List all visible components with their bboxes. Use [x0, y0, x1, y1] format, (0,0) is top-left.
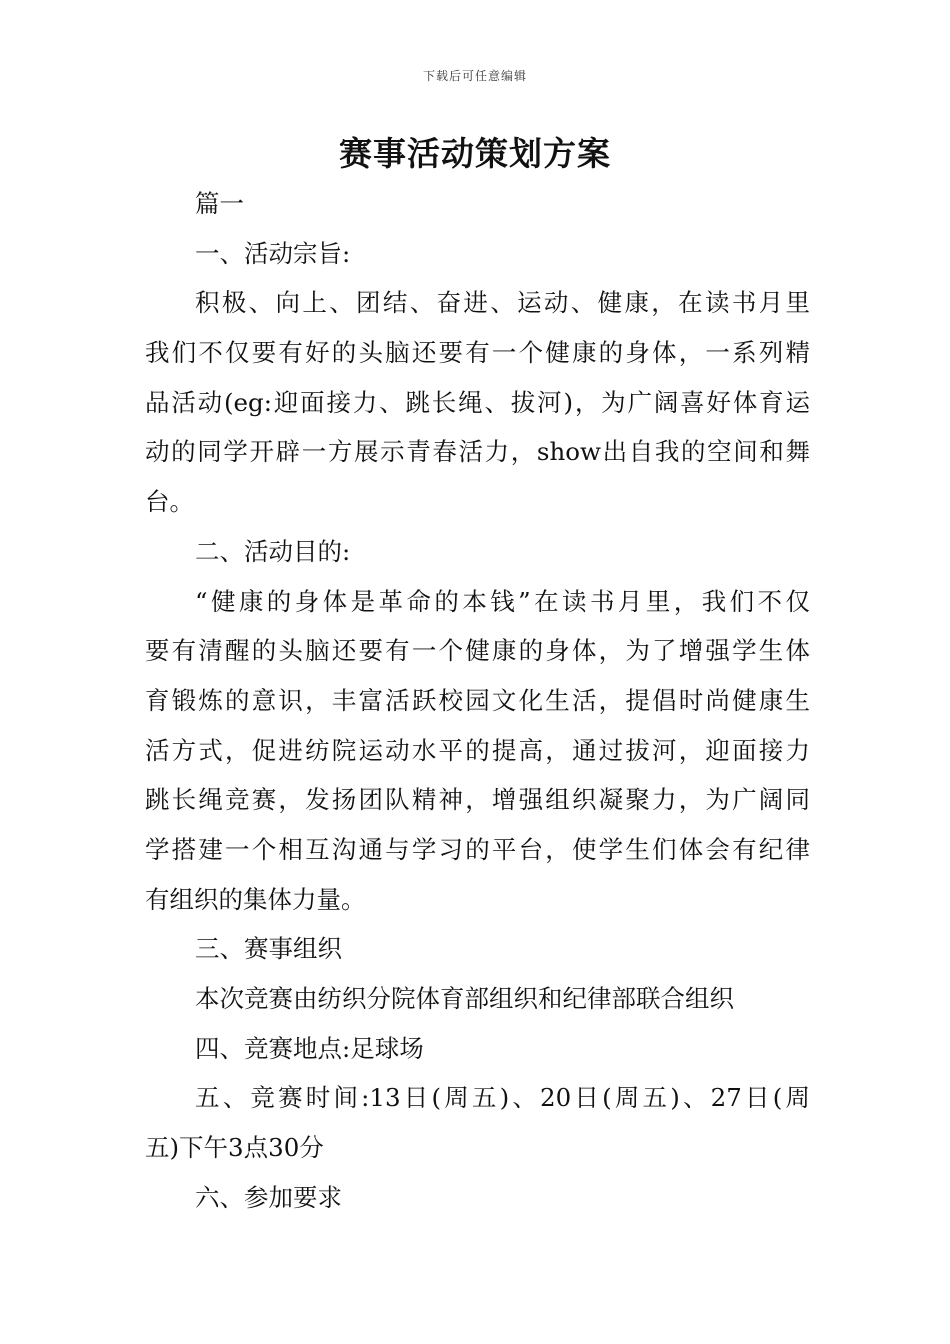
header-note: 下载后可任意编辑: [422, 69, 527, 83]
section-label-pian-yi: 篇一: [195, 189, 244, 218]
paragraph-line: 台。: [145, 487, 194, 517]
paragraph-line: 本次竞赛由纺织分院体育部组织和纪律部联合组织: [195, 984, 734, 1013]
heading-activity-purpose: 一、活动宗旨:: [195, 238, 351, 268]
paragraph-line: 动的同学开辟一方展示青春活力，show出自我的空间和舞: [145, 437, 810, 467]
paragraph-line: 学搭建一个相互沟通与学习的平台，使学生们体会有纪律: [145, 834, 810, 864]
heading-requirements: 六、参加要求: [195, 1182, 342, 1212]
heading-venue: 四、竞赛地点:足球场: [195, 1033, 424, 1063]
paragraph-line: 育锻炼的意识，丰富活跃校园文化生活，提倡时尚健康生: [145, 685, 810, 715]
document-body: [145, 179, 810, 1222]
paragraph-line: “健康的身体是革命的本钱”在读书月里，我们不仅: [195, 586, 810, 616]
paragraph-line: 我们不仅要有好的头脑还要有一个健康的身体，一系列精: [145, 338, 810, 368]
paragraph-line: 五)下午3点30分: [145, 1133, 324, 1163]
paragraph-line: 品活动(eg:迎面接力、跳长绳、拔河)，为广阔喜好体育运: [145, 387, 810, 417]
document-title: 赛事活动策划方案: [339, 134, 611, 173]
paragraph-line: 活方式，促进纺院运动水平的提高，通过拔河，迎面接力: [145, 735, 810, 765]
paragraph-line: 有组织的集体力量。: [145, 884, 366, 914]
paragraph-line: 跳长绳竞赛，发扬团队精神，增强组织凝聚力，为广阔同: [145, 785, 810, 815]
heading-schedule: 五、竞赛时间:13日(周五)、20日(周五)、27日(周: [195, 1083, 810, 1113]
heading-event-organization: 三、赛事组织: [195, 934, 342, 964]
heading-activity-goal: 二、活动目的:: [195, 536, 351, 566]
paragraph-line: 积极、向上、团结、奋进、运动、健康，在读书月里: [195, 288, 810, 318]
paragraph-line: 要有清醒的头脑还要有一个健康的身体，为了增强学生体: [145, 636, 810, 666]
